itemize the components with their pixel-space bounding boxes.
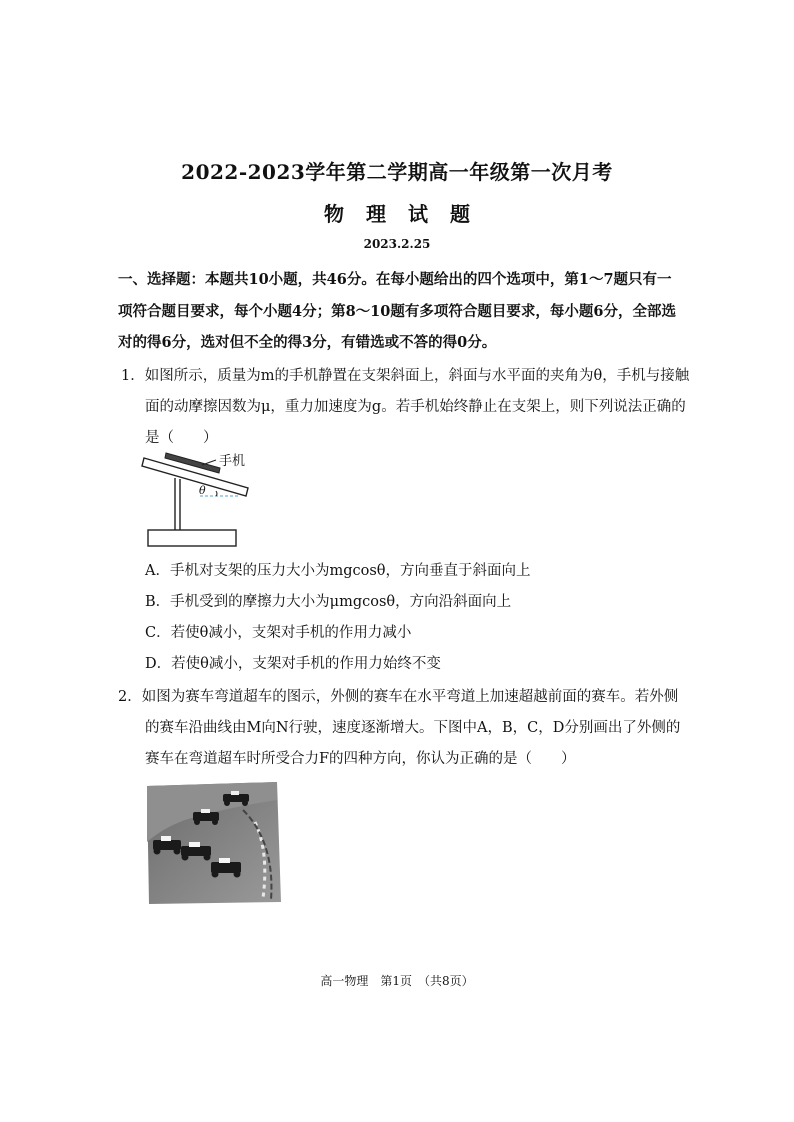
section-instructions-line-1: 一、选择题：本题共10小题，共46分。在每小题给出的四个选项中，第1～7题只有一 — [118, 271, 672, 288]
question-1-line-2: 面的动摩擦因数为μ，重力加速度为g。若手机始终静止在支架上，则下列说法正确的 — [145, 399, 686, 415]
question-1-line-3: 是（ ） — [145, 430, 218, 446]
exam-title: 2022-2023学年第二学期高一年级第一次月考 — [181, 160, 613, 184]
section-instructions-line-2: 项符合题目要求，每个小题4分；第8～10题有多项符合题目要求，每小题6分，全部选 — [118, 303, 676, 320]
section-instructions-line-3: 对的得6分，选对但不全的得3分，有错选或不答的得0分。 — [118, 334, 497, 351]
phone-shape — [165, 453, 220, 473]
question-2-line-2: 的赛车沿曲线由M向N行驶，速度逐渐增大。下图中A，B，C，D分别画出了外侧的 — [145, 720, 681, 736]
question-1-option-b: B．手机受到的摩擦力大小为μmgcosθ，方向沿斜面向上 — [145, 594, 512, 610]
page-footer: 高一物理 第1页 （共8页） — [320, 974, 474, 988]
question-2-line-1: 2．如图为赛车弯道超车的图示，外侧的赛车在水平弯道上加速超越前面的赛车。若外侧 — [118, 689, 679, 705]
question-1-option-c: C．若使θ减小，支架对手机的作用力减小 — [145, 625, 412, 641]
question-1-option-a: A．手机对支架的压力大小为mgcosθ，方向垂直于斜面向上 — [145, 563, 531, 579]
question-2-line-3: 赛车在弯道超车时所受合力F的四种方向，你认为正确的是（ ） — [145, 751, 576, 767]
exam-subtitle: 物理试题 — [324, 202, 492, 226]
question-1-option-d: D．若使θ减小，支架对手机的作用力始终不变 — [145, 656, 441, 672]
question-1-line-1: 1．如图所示，质量为m的手机静置在支架斜面上，斜面与水平面的夹角为θ，手机与接触 — [121, 368, 690, 384]
race-car-photo — [145, 782, 281, 904]
stand-base — [148, 530, 236, 546]
phone-label: 手机 — [219, 454, 246, 469]
exam-date: 2023.2.25 — [363, 237, 431, 251]
angle-theta-label: θ — [199, 484, 206, 497]
